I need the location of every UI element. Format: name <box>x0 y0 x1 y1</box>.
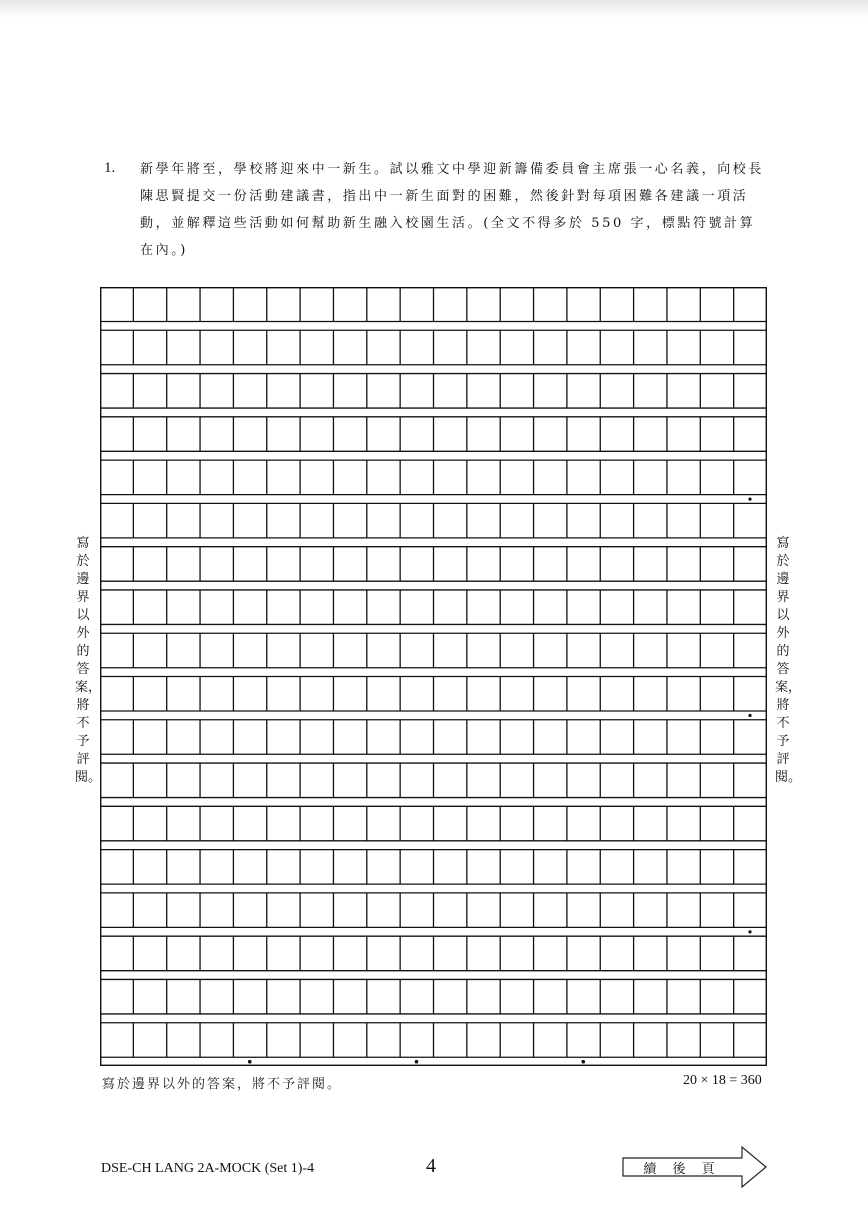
continue-arrow <box>622 1146 768 1188</box>
question-number: 1. <box>104 160 116 176</box>
question-text: 新學年將至，學校將迎來中一新生。試以雅文中學迎新籌備委員會主席張一心名義，向校長陳思賢提交一份活動建議書，指出中一新生面對的困難，然後針對每項困難各建議一項活動，並解釋這些活動如何幫助新生融入校園生活。(全文不得多於 550 字，標點符號計算在內。) <box>140 162 765 258</box>
page-number: 4 <box>426 1155 436 1177</box>
top-bar <box>0 0 868 18</box>
count-dot <box>748 714 751 717</box>
right-margin-note: 寫於邊界以外的答案，將不予評閱。 <box>775 536 802 785</box>
paper-code: DSE-CH LANG 2A-MOCK (Set 1)-4 <box>101 1161 315 1176</box>
count-dot <box>415 1060 419 1064</box>
count-dot <box>248 1060 252 1064</box>
answer-grid[interactable] <box>100 287 767 1066</box>
footer-note: 寫於邊界以外的答案，將不予評閱。 <box>102 1077 343 1092</box>
left-margin-note: 寫於邊界以外的答案，將不予評閱。 <box>75 536 102 785</box>
continue-label: 續 後 頁 <box>643 1162 721 1177</box>
count-dot <box>748 498 751 501</box>
count-dot <box>748 930 751 933</box>
count-dot <box>581 1060 585 1064</box>
grid-count: 20 × 18 = 360 <box>683 1073 762 1088</box>
